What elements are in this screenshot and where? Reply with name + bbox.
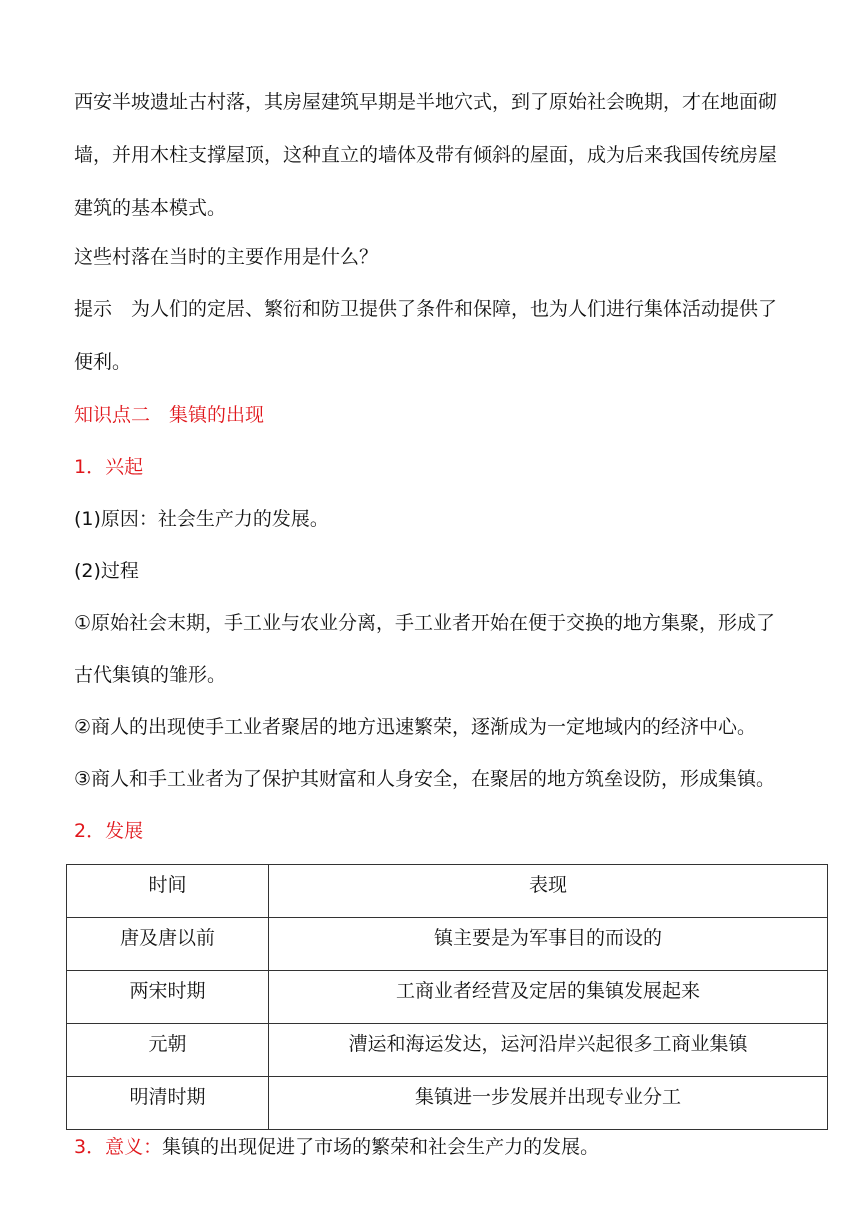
process-step-1-line-2: 古代集镇的雏形。 bbox=[74, 664, 227, 686]
table-row bbox=[67, 918, 828, 971]
intro-line-2: 墙，并用木柱支撑屋顶，这种直立的墙体及带有倾斜的屋面，成为后来我国传统房屋 bbox=[74, 144, 778, 166]
table-cell-manifestation: 集镇进一步发展并出现专业分工 bbox=[269, 1077, 828, 1130]
development-table bbox=[66, 864, 828, 1130]
section-heading: 知识点二 集镇的出现 bbox=[74, 404, 265, 426]
table-row bbox=[67, 971, 828, 1024]
process-step-2: ②商人的出现使手工业者聚居的地方迅速繁荣，逐渐成为一定地域内的经济中心。 bbox=[74, 716, 757, 738]
table-header-time: 时间 bbox=[67, 865, 269, 918]
table-cell-manifestation: 镇主要是为军事目的而设的 bbox=[269, 918, 828, 971]
significance-text: 集镇的出现促进了市场的繁荣和社会生产力的发展。 bbox=[162, 1136, 600, 1158]
process-heading: (2)过程 bbox=[74, 560, 139, 582]
table-cell-time: 明清时期 bbox=[67, 1077, 269, 1130]
process-step-3: ③商人和手工业者为了保护其财富和人身安全，在聚居的地方筑垒设防，形成集镇。 bbox=[74, 768, 776, 790]
table-cell-time: 唐及唐以前 bbox=[67, 918, 269, 971]
process-step-1-line-1: ①原始社会末期，手工业与农业分离，手工业者开始在便于交换的地方集聚，形成了 bbox=[74, 612, 776, 634]
significance bbox=[74, 1135, 599, 1159]
table-row bbox=[67, 1024, 828, 1077]
table-cell-manifestation: 工商业者经营及定居的集镇发展起来 bbox=[269, 971, 828, 1024]
table-header-row bbox=[67, 865, 828, 918]
significance-label: 3．意义： bbox=[74, 1136, 163, 1158]
hint-line-1: 提示 为人们的定居、繁衍和防卫提供了条件和保障，也为人们进行集体活动提供了 bbox=[74, 298, 778, 320]
hint-line-2: 便利。 bbox=[74, 351, 132, 373]
rise-heading: 1．兴起 bbox=[74, 456, 144, 478]
table-cell-manifestation: 漕运和海运发达，运河沿岸兴起很多工商业集镇 bbox=[269, 1024, 828, 1077]
intro-line-3: 建筑的基本模式。 bbox=[74, 197, 227, 219]
table-row bbox=[67, 1077, 828, 1130]
question-text: 这些村落在当时的主要作用是什么？ bbox=[74, 246, 379, 268]
intro-line-1: 西安半坡遗址古村落，其房屋建筑早期是半地穴式，到了原始社会晚期，才在地面砌 bbox=[74, 91, 778, 113]
table-cell-time: 元朝 bbox=[67, 1024, 269, 1077]
table-header-manifestation: 表现 bbox=[269, 865, 828, 918]
table-cell-time: 两宋时期 bbox=[67, 971, 269, 1024]
development-heading: 2．发展 bbox=[74, 820, 144, 842]
rise-reason: (1)原因：社会生产力的发展。 bbox=[74, 508, 329, 530]
